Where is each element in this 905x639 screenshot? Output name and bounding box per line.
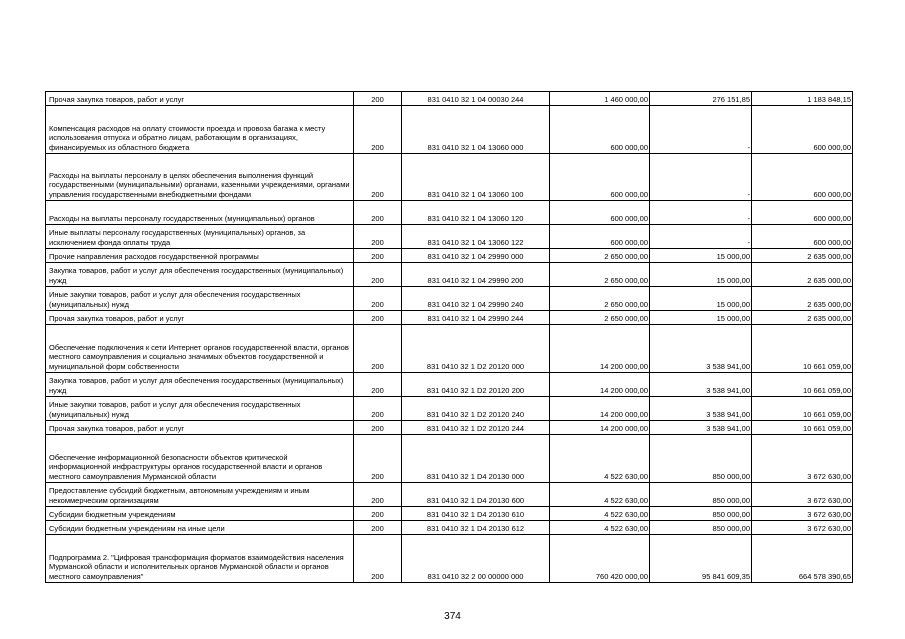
row-approved-amount-cell: 760 420 000,00 (550, 535, 650, 583)
row-admin-code-cell: 200 (354, 263, 402, 287)
row-name-cell: Иные выплаты персоналу государственных (муниципальных) органов, за исключением фонда оплаты труда (46, 225, 354, 249)
table-row (46, 507, 853, 521)
row-executed-amount-cell: - (650, 106, 752, 154)
row-budget-code-cell: 831 0410 32 1 D4 20130 610 (402, 507, 550, 521)
row-admin-code-cell: 200 (354, 106, 402, 154)
row-budget-code-cell: 831 0410 32 1 D2 20120 240 (402, 397, 550, 421)
row-unexecuted-amount-cell: 2 635 000,00 (752, 263, 853, 287)
row-budget-code-cell: 831 0410 32 1 04 29990 240 (402, 287, 550, 311)
row-name-cell: Обеспечение подключения к сети Интернет органов государственной власти, органов местного самоуправления и социально значимых объектов государственной и муниципальной форм собственности (46, 325, 354, 373)
row-executed-amount-cell: 850 000,00 (650, 521, 752, 535)
row-admin-code-cell: 200 (354, 521, 402, 535)
row-admin-code-cell: 200 (354, 249, 402, 263)
row-name-cell: Прочие направления расходов государственной программы (46, 249, 354, 263)
table-row (46, 373, 853, 397)
row-name-cell: Иные закупки товаров, работ и услуг для обеспечения государственных (муниципальных) нужд (46, 287, 354, 311)
row-unexecuted-amount-cell: 600 000,00 (752, 201, 853, 225)
table-row (46, 263, 853, 287)
row-name-cell: Иные закупки товаров, работ и услуг для обеспечения государственных (муниципальных) нужд (46, 397, 354, 421)
row-unexecuted-amount-cell: 3 672 630,00 (752, 483, 853, 507)
row-name-cell: Компенсация расходов на оплату стоимости проезда и провоза багажа к месту использования отпуска и обратно лицам, работающим в организациях, финансируемых из областного бюджета (46, 106, 354, 154)
table-row (46, 421, 853, 435)
row-name-cell: Предоставление субсидий бюджетным, автономным учреждениям и иным некоммерческим организациям (46, 483, 354, 507)
table-body (46, 92, 853, 583)
row-admin-code-cell: 200 (354, 535, 402, 583)
table-row (46, 106, 853, 154)
table-row (46, 535, 853, 583)
row-executed-amount-cell: 3 538 941,00 (650, 421, 752, 435)
row-approved-amount-cell: 14 200 000,00 (550, 397, 650, 421)
row-approved-amount-cell: 14 200 000,00 (550, 373, 650, 397)
row-unexecuted-amount-cell: 3 672 630,00 (752, 521, 853, 535)
row-unexecuted-amount-cell: 600 000,00 (752, 106, 853, 154)
row-name-cell: Закупка товаров, работ и услуг для обеспечения государственных (муниципальных) нужд (46, 373, 354, 397)
row-executed-amount-cell: 15 000,00 (650, 263, 752, 287)
row-admin-code-cell: 200 (354, 225, 402, 249)
row-approved-amount-cell: 4 522 630,00 (550, 521, 650, 535)
row-unexecuted-amount-cell: 10 661 059,00 (752, 421, 853, 435)
row-executed-amount-cell: 276 151,85 (650, 92, 752, 106)
row-unexecuted-amount-cell: 664 578 390,65 (752, 535, 853, 583)
row-name-cell: Подпрограмма 2. "Цифровая трансформация форматов взаимодействия населения Мурманской области и исполнительных органов Мурманской области и органов местного самоуправления" (46, 535, 354, 583)
row-admin-code-cell: 200 (354, 201, 402, 225)
row-unexecuted-amount-cell: 2 635 000,00 (752, 311, 853, 325)
row-executed-amount-cell: 15 000,00 (650, 311, 752, 325)
row-executed-amount-cell: 850 000,00 (650, 435, 752, 483)
row-admin-code-cell: 200 (354, 507, 402, 521)
row-unexecuted-amount-cell: 2 635 000,00 (752, 249, 853, 263)
row-admin-code-cell: 200 (354, 483, 402, 507)
table-row (46, 287, 853, 311)
row-executed-amount-cell: 3 538 941,00 (650, 373, 752, 397)
row-executed-amount-cell: 850 000,00 (650, 483, 752, 507)
row-budget-code-cell: 831 0410 32 1 D4 20130 612 (402, 521, 550, 535)
row-approved-amount-cell: 1 460 000,00 (550, 92, 650, 106)
row-name-cell: Прочая закупка товаров, работ и услуг (46, 421, 354, 435)
table-row (46, 225, 853, 249)
row-unexecuted-amount-cell: 3 672 630,00 (752, 435, 853, 483)
row-admin-code-cell: 200 (354, 325, 402, 373)
table-row (46, 483, 853, 507)
row-approved-amount-cell: 600 000,00 (550, 225, 650, 249)
row-executed-amount-cell: - (650, 201, 752, 225)
row-budget-code-cell: 831 0410 32 1 04 13060 100 (402, 154, 550, 201)
row-unexecuted-amount-cell: 3 672 630,00 (752, 507, 853, 521)
row-unexecuted-amount-cell: 2 635 000,00 (752, 287, 853, 311)
row-name-cell: Расходы на выплаты персоналу государственных (муниципальных) органов (46, 201, 354, 225)
row-approved-amount-cell: 2 650 000,00 (550, 263, 650, 287)
row-executed-amount-cell: 95 841 609,35 (650, 535, 752, 583)
row-budget-code-cell: 831 0410 32 1 D4 20130 600 (402, 483, 550, 507)
row-executed-amount-cell: 3 538 941,00 (650, 397, 752, 421)
row-executed-amount-cell: 3 538 941,00 (650, 325, 752, 373)
row-unexecuted-amount-cell: 10 661 059,00 (752, 397, 853, 421)
row-budget-code-cell: 831 0410 32 1 04 00030 244 (402, 92, 550, 106)
row-admin-code-cell: 200 (354, 287, 402, 311)
row-name-cell: Закупка товаров, работ и услуг для обеспечения государственных (муниципальных) нужд (46, 263, 354, 287)
row-approved-amount-cell: 14 200 000,00 (550, 325, 650, 373)
row-admin-code-cell: 200 (354, 373, 402, 397)
row-approved-amount-cell: 2 650 000,00 (550, 287, 650, 311)
row-executed-amount-cell: - (650, 154, 752, 201)
row-approved-amount-cell: 2 650 000,00 (550, 249, 650, 263)
row-approved-amount-cell: 4 522 630,00 (550, 507, 650, 521)
row-name-cell: Субсидии бюджетным учреждениям на иные цели (46, 521, 354, 535)
row-budget-code-cell: 831 0410 32 1 D2 20120 244 (402, 421, 550, 435)
table-row (46, 521, 853, 535)
row-budget-code-cell: 831 0410 32 1 D2 20120 200 (402, 373, 550, 397)
page-number: 374 (444, 611, 461, 622)
row-budget-code-cell: 831 0410 32 1 04 13060 120 (402, 201, 550, 225)
row-name-cell: Прочая закупка товаров, работ и услуг (46, 92, 354, 106)
row-budget-code-cell: 831 0410 32 1 04 13060 122 (402, 225, 550, 249)
row-unexecuted-amount-cell: 600 000,00 (752, 154, 853, 201)
row-executed-amount-cell: 15 000,00 (650, 249, 752, 263)
row-budget-code-cell: 831 0410 32 2 00 00000 000 (402, 535, 550, 583)
table-row (46, 397, 853, 421)
row-admin-code-cell: 200 (354, 311, 402, 325)
table-row (46, 154, 853, 201)
row-unexecuted-amount-cell: 10 661 059,00 (752, 325, 853, 373)
row-approved-amount-cell: 4 522 630,00 (550, 483, 650, 507)
table-row (46, 325, 853, 373)
row-executed-amount-cell: 15 000,00 (650, 287, 752, 311)
row-approved-amount-cell: 14 200 000,00 (550, 421, 650, 435)
row-admin-code-cell: 200 (354, 154, 402, 201)
row-name-cell: Обеспечение информационной безопасности объектов критической информационной инфраструктуры органов государственной власти и органов местного самоуправления Мурманской области (46, 435, 354, 483)
table-row (46, 92, 853, 106)
row-name-cell: Расходы на выплаты персоналу в целях обеспечения выполнения функций государственными (муниципальными) органами, казенными учреждениями, органами управления государственными внебюджетными фондами (46, 154, 354, 201)
row-budget-code-cell: 831 0410 32 1 04 29990 000 (402, 249, 550, 263)
row-approved-amount-cell: 600 000,00 (550, 106, 650, 154)
row-admin-code-cell: 200 (354, 421, 402, 435)
row-approved-amount-cell: 600 000,00 (550, 201, 650, 225)
row-admin-code-cell: 200 (354, 397, 402, 421)
row-name-cell: Прочая закупка товаров, работ и услуг (46, 311, 354, 325)
row-budget-code-cell: 831 0410 32 1 D4 20130 000 (402, 435, 550, 483)
row-budget-code-cell: 831 0410 32 1 D2 20120 000 (402, 325, 550, 373)
row-admin-code-cell: 200 (354, 435, 402, 483)
row-admin-code-cell: 200 (354, 92, 402, 106)
table-row (46, 249, 853, 263)
row-unexecuted-amount-cell: 600 000,00 (752, 225, 853, 249)
row-budget-code-cell: 831 0410 32 1 04 13060 000 (402, 106, 550, 154)
table-row (46, 435, 853, 483)
row-unexecuted-amount-cell: 1 183 848,15 (752, 92, 853, 106)
row-executed-amount-cell: - (650, 225, 752, 249)
row-approved-amount-cell: 4 522 630,00 (550, 435, 650, 483)
table-row (46, 311, 853, 325)
row-unexecuted-amount-cell: 10 661 059,00 (752, 373, 853, 397)
row-approved-amount-cell: 2 650 000,00 (550, 311, 650, 325)
row-executed-amount-cell: 850 000,00 (650, 507, 752, 521)
budget-execution-table (45, 91, 853, 583)
table-row (46, 201, 853, 225)
row-budget-code-cell: 831 0410 32 1 04 29990 244 (402, 311, 550, 325)
row-approved-amount-cell: 600 000,00 (550, 154, 650, 201)
row-budget-code-cell: 831 0410 32 1 04 29990 200 (402, 263, 550, 287)
row-name-cell: Субсидии бюджетным учреждениям (46, 507, 354, 521)
